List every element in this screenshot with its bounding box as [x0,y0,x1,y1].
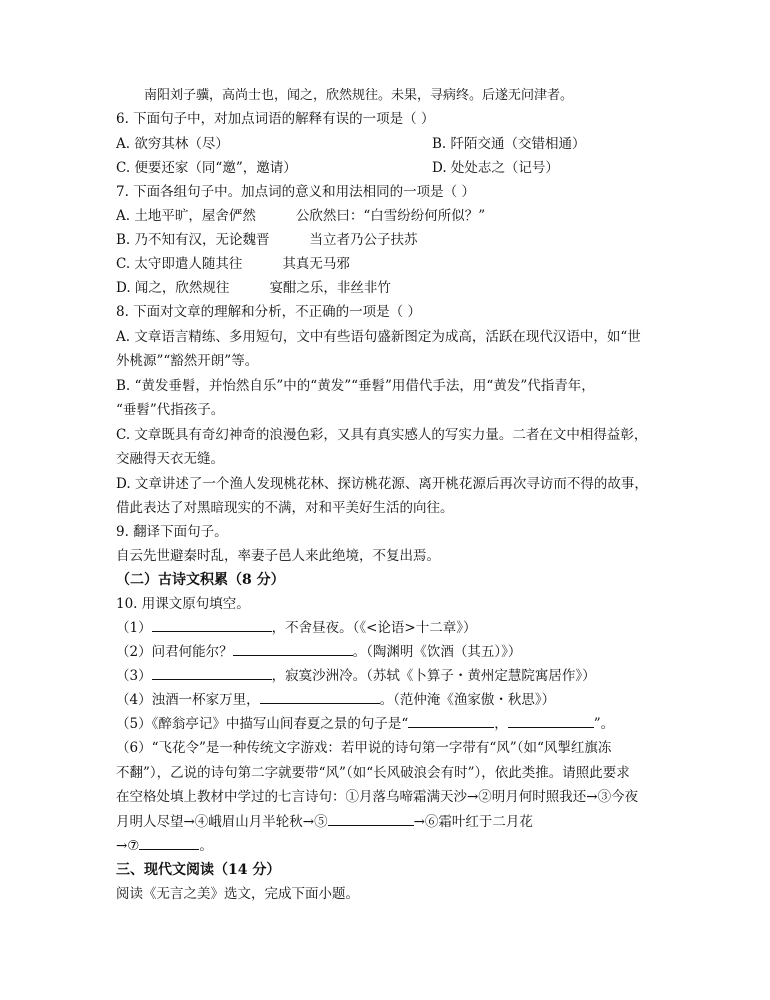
q7-option-c [116,255,670,273]
q6-option-d: D. 处处志之（记号） [432,160,559,176]
question-8-stem: 8. 下面对文章的理解和分析，不正确的一项是（ ） [116,304,421,320]
q10-6-blank-7[interactable] [139,837,199,850]
q10-2-label: （2）问君何能尔？ [116,644,233,660]
q7-d-first: D. 闻之，欣然规往 [116,280,230,296]
q10-5-end: ”。 [593,716,615,732]
section-3-intro: 阅读《无言之美》选文，完成下面小题。 [116,886,359,902]
q8-option-a-line1: A. 文章语言精练、多用短句，文中有些语句盛新图定为成高，活跃在现代汉语中，如“世 [116,329,641,345]
q10-4-label: （4）浊酒一杯家万里， [116,692,260,708]
q10-1-text: ，不舍昼夜。（《<论语>十二章》） [271,620,477,636]
q8-option-d-line1: D. 文章讲述了一个渔人发现桃花林、探访桃花源、离开桃花源后再次寻访而不得的故事， [116,476,648,492]
q10-item-2 [116,643,670,661]
q7-c-second: 其真无马邪 [282,256,350,272]
q10-item-3 [116,667,670,685]
q10-item-6-line2: 不翻”），乙说的诗句第二字就要带“风”（如“长风破浪会有时”），依此类推。请照此要求 [116,765,630,781]
q10-5-blank-a[interactable] [408,715,494,728]
q10-5-label: （5）《醉翁亭记》中描写山间春夏之景的句子是“ [116,716,409,732]
q10-item-6-line3: 在空格处填上教材中学过的七言诗句：①月落乌啼霜满天沙→②明月何时照我还→③今夜 [116,789,639,805]
q8-option-b-line1: B. “黄发垂髫，并怡然自乐”中的“黄发”“垂髫”用借代手法，用“黄发”代指青年， [116,378,595,394]
q7-b-first: B. 乃不知有汉，无论魏晋 [116,232,270,248]
question-6-stem: 6. 下面句子中，对加点词语的解释有误的一项是（ ） [116,111,435,127]
q7-d-second: 宴酣之乐，非丝非竹 [269,280,391,296]
q10-1-label: （1） [116,620,152,636]
q7-b-second: 当立者乃公子扶苏 [309,232,418,248]
q10-6-text-a: 月明人尽望→④峨眉山月半轮秋→⑤ [116,814,328,830]
passage-last-line: 南阳刘子骥，高尚士也，闻之，欣然规往。未果，寻病终。后遂无问津者。 [144,88,574,103]
q7-a-second: 公欣然曰：“白雪纷纷何所似？” [295,208,486,224]
q10-1-blank[interactable] [152,619,272,632]
question-7-stem: 7. 下面各组句子中。加点词的意义和用法相同的一项是（ ） [116,184,475,200]
q10-item-6-line1: （6）“飞花令”是一种传统文字游戏：若甲说的诗句第一字带有“风”（如“风掣红旗冻 [116,740,612,756]
q7-option-b [116,231,670,249]
q6-option-a: A. 欲穷其林（尽） [116,136,229,152]
q10-5-blank-b[interactable] [508,715,594,728]
q10-item-1 [116,619,670,637]
q8-option-c-line2: 交融得天衣无缝。 [116,451,224,467]
q6-option-c: C. 便要还家（同“邀”，邀请） [116,160,297,176]
q7-a-first: A. 土地平旷，屋舍俨然 [116,208,256,224]
q7-c-first: C. 太守即遣人随其往 [116,256,243,272]
q8-option-b-line2: “垂髫”代指孩子。 [116,402,225,418]
q10-3-text: ，寂寞沙洲冷。（苏轼《卜算子・黄州定慧院寓居作》） [271,668,596,684]
section-2-title: （二）古诗文积累（8 分） [116,572,285,588]
q10-6-end: 。 [199,838,213,854]
q8-option-d-line2: 借此表达了对黑暗现实的不满，对和平美好生活的向往。 [116,500,454,516]
question-9-stem: 9. 翻译下面句子。 [116,524,228,540]
question-10-stem: 10. 用课文原句填空。 [116,596,250,612]
q10-item-4 [116,691,670,709]
q10-6-blank-5[interactable] [328,813,414,826]
q8-option-c-line1: C. 文章既具有奇幻神奇的浪漫色彩，又具有真实感人的写实力量。二者在文中相得益彰， [116,427,648,443]
q10-3-blank[interactable] [152,667,272,680]
q10-2-text: 。（陶渊明《饮酒（其五）》） [352,644,522,660]
q10-item-6-line5 [116,837,670,855]
q10-6-label-7: →⑦ [116,838,140,854]
q6-option-b: B. 阡陌交通（交错相通） [432,136,586,152]
q10-6-text-b: →⑥霜叶红于二月花 [413,814,533,830]
q10-item-5 [116,715,670,733]
q10-5-comma: ， [494,716,508,732]
section-3-title: 三、现代文阅读（14 分） [116,862,281,878]
q7-option-a [116,207,670,225]
q10-4-text: 。（范仲淹《渔家傲・秋思》） [379,692,556,708]
q10-3-label: （3） [116,668,152,684]
q10-item-6-line4 [116,813,670,831]
q10-2-blank[interactable] [233,643,353,656]
q10-4-blank[interactable] [260,691,380,704]
q7-option-d [116,279,670,297]
q9-sentence: 自云先世避秦时乱，率妻子邑人来此绝境，不复出焉。 [116,548,440,564]
q8-option-a-line2: 外桃源”“豁然开朗”等。 [116,353,259,369]
